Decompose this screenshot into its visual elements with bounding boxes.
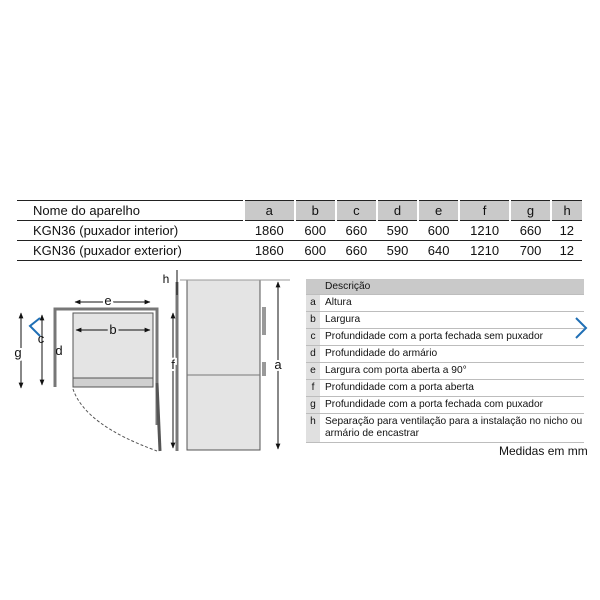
chevron-right-icon[interactable] bbox=[573, 316, 589, 340]
list-item bbox=[306, 312, 584, 329]
legend-key: c bbox=[306, 329, 320, 345]
legend-key: f bbox=[306, 380, 320, 396]
cell-a: 1860 bbox=[244, 221, 295, 241]
cell-c: 660 bbox=[336, 221, 377, 241]
table-row bbox=[17, 221, 582, 241]
fridge-top-door bbox=[73, 378, 153, 387]
cell-model: KGN36 (puxador interior) bbox=[17, 221, 244, 241]
legend-title: Descrição bbox=[306, 279, 584, 295]
legend-key: h bbox=[306, 414, 320, 442]
legend-text: Largura com porta aberta a 90° bbox=[325, 365, 467, 376]
label-c: c bbox=[37, 331, 45, 346]
chevron-left-icon[interactable] bbox=[30, 318, 40, 336]
cell-g: 700 bbox=[510, 241, 551, 261]
legend-key: e bbox=[306, 363, 320, 379]
header-b: b bbox=[295, 201, 336, 221]
legend-key: a bbox=[306, 295, 320, 311]
cell-h: 12 bbox=[551, 221, 582, 241]
list-item bbox=[306, 414, 584, 443]
cell-d: 590 bbox=[377, 241, 418, 261]
label-b: b bbox=[109, 322, 117, 337]
label-g: g bbox=[14, 345, 22, 360]
table-row bbox=[17, 241, 582, 261]
header-c: c bbox=[336, 201, 377, 221]
legend-text: Separação para ventilação para a instalação no nicho ou armário de encastrar bbox=[325, 416, 583, 439]
list-item bbox=[306, 329, 584, 346]
cell-h: 12 bbox=[551, 241, 582, 261]
header-a: a bbox=[244, 201, 295, 221]
header-e: e bbox=[418, 201, 459, 221]
header-d: d bbox=[377, 201, 418, 221]
list-item bbox=[306, 397, 584, 414]
list-item bbox=[306, 363, 584, 380]
cell-c: 660 bbox=[336, 241, 377, 261]
legend-key: b bbox=[306, 312, 320, 328]
cell-a: 1860 bbox=[244, 241, 295, 261]
legend-table bbox=[306, 279, 584, 443]
legend-text: Largura bbox=[325, 314, 361, 325]
legend-text: Profundidade com a porta fechada sem puxador bbox=[325, 331, 544, 342]
cell-b: 600 bbox=[295, 241, 336, 261]
list-item bbox=[306, 295, 584, 312]
label-d: d bbox=[55, 343, 63, 358]
dimensions-table bbox=[17, 200, 582, 261]
list-item bbox=[306, 380, 584, 397]
legend-key: d bbox=[306, 346, 320, 362]
cell-f: 1210 bbox=[459, 241, 510, 261]
cell-e: 600 bbox=[418, 221, 459, 241]
side-view bbox=[163, 270, 290, 451]
label-a: a bbox=[274, 357, 282, 372]
handle-lower bbox=[262, 362, 266, 376]
label-f: f bbox=[171, 357, 175, 372]
door-swing-arc bbox=[73, 389, 157, 451]
cell-model: KGN36 (puxador exterior) bbox=[17, 241, 244, 261]
top-view bbox=[14, 293, 160, 451]
open-door bbox=[157, 383, 160, 451]
cell-f: 1210 bbox=[459, 221, 510, 241]
label-h: h bbox=[162, 272, 170, 286]
header-g: g bbox=[510, 201, 551, 221]
list-item bbox=[306, 346, 584, 363]
cell-e: 640 bbox=[418, 241, 459, 261]
legend-text: Profundidade com a porta aberta bbox=[325, 382, 474, 393]
header-h: h bbox=[551, 201, 582, 221]
legend-text: Altura bbox=[325, 297, 352, 308]
fridge-side-body bbox=[187, 280, 260, 450]
cell-d: 590 bbox=[377, 221, 418, 241]
handle-upper bbox=[262, 307, 266, 335]
legend-text: Profundidade com a porta fechada com puxador bbox=[325, 399, 544, 410]
header-name: Nome do aparelho bbox=[17, 201, 244, 221]
cell-g: 660 bbox=[510, 221, 551, 241]
header-f: f bbox=[459, 201, 510, 221]
dimension-drawing bbox=[0, 265, 300, 465]
table-header-row bbox=[17, 201, 582, 221]
label-e: e bbox=[104, 293, 112, 308]
cell-b: 600 bbox=[295, 221, 336, 241]
legend-key: g bbox=[306, 397, 320, 413]
units-note: Medidas em mm bbox=[499, 444, 588, 458]
legend-text: Profundidade do armário bbox=[325, 348, 438, 359]
